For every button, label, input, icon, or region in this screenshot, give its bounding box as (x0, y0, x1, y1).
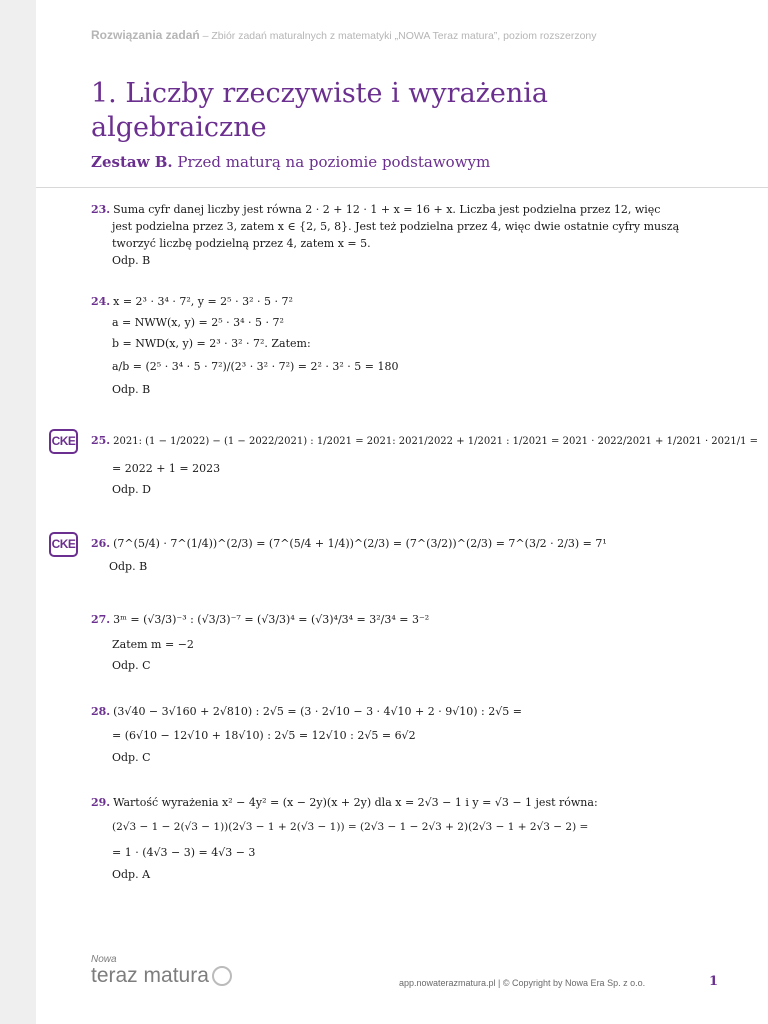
task-23 (91, 201, 680, 269)
task-text: Suma cyfr danej liczby jest równa 2 · 2 + 12 · 1 + x = 16 + x. Liczba jest podzielna przez 12, więc (113, 203, 661, 216)
page-number: 1 (709, 974, 719, 989)
logo-big-text: teraz matura (91, 964, 209, 987)
task-number: 26. (91, 537, 111, 550)
task-line: = (6√10 − 12√10 + 18√10) : 2√5 = 12√10 : 2√5 = 6√2 (112, 729, 416, 742)
task-number: 27. (91, 613, 111, 626)
task-answer: Odp. A (112, 868, 151, 881)
task-number: 23. (91, 203, 111, 216)
set-name: Przed maturą na poziomie podstawowym (172, 153, 491, 171)
running-header (91, 28, 597, 42)
task-line (91, 432, 759, 450)
task-line (91, 794, 651, 811)
task-line (91, 201, 661, 218)
task-text: (3√40 − 3√160 + 2√810) : 2√5 = (3 · 2√10 − 3 · 4√10 + 2 · 9√10) : 2√5 = (113, 705, 522, 718)
task-line: tworzyć liczbę podzielną przez 4, zatem x = 5. (112, 237, 371, 250)
task-line: jest podzielna przez 3, zatem x ∈ {2, 5, 8}. Jest też podzielna przez 4, więc dwie ostatnie cyfry muszą (112, 220, 680, 233)
set-label: Zestaw B. (91, 153, 173, 171)
task-number: 29. (91, 796, 111, 809)
cke-badge: CKE (49, 532, 78, 557)
task-line: = 1 · (4√3 − 3) = 4√3 − 3 (112, 846, 256, 859)
cke-badge: CKE (49, 429, 78, 454)
task-line (91, 535, 651, 552)
task-26 (91, 535, 651, 575)
task-25 (91, 432, 759, 498)
task-24 (91, 293, 651, 398)
task-number: 25. (91, 434, 111, 447)
task-number: 24. (91, 295, 111, 308)
task-27 (91, 611, 651, 674)
task-answer: Odp. B (112, 254, 151, 267)
lightbulb-icon (212, 966, 232, 986)
task-text: 3ᵐ = (√3/3)⁻³ : (√3/3)⁻⁷ = (√3/3)⁴ = (√3)⁴/3⁴ = 3²/3⁴ = 3⁻² (113, 613, 430, 626)
logo-small-text: Nowa (91, 954, 117, 965)
logo-wordmark (91, 965, 232, 987)
task-line: a/b = (2⁵ · 3⁴ · 5 · 7²)/(2³ · 3² · 7²) = 2² · 3² · 5 = 180 (112, 360, 399, 373)
document-page (36, 0, 768, 1024)
task-answer: Odp. B (112, 383, 151, 396)
task-answer: Odp. C (112, 751, 151, 764)
task-text: 2021: (1 − 1/2022) − (1 − 2022/2021) : 1/2021 = 2021: 2021/2022 + 1/2021 : 1/2021 = 2021 · 2022/2021 + 1/2021 · 2021/1 = (113, 436, 759, 447)
task-line: a = NWW(x, y) = 2⁵ · 3⁴ · 5 · 7² (112, 316, 284, 329)
task-28 (91, 703, 651, 766)
header-source: – Zbiór zadań maturalnych z matematyki „NOWA Teraz matura”, poziom rozszerzony (199, 30, 597, 42)
task-line (91, 293, 651, 310)
task-line: (2√3 − 1 − 2(√3 − 1))(2√3 − 1 + 2(√3 − 1)) = (2√3 − 1 − 2√3 + 2)(2√3 − 1 + 2√3 − 2) = (112, 821, 589, 833)
task-line: b = NWD(x, y) = 2³ · 3² · 7². Zatem: (112, 337, 311, 350)
task-line: = 2022 + 1 = 2023 (112, 462, 221, 475)
header-section: Rozwiązania zadań (91, 28, 200, 42)
set-subtitle (91, 153, 490, 171)
brand-logo (91, 955, 232, 987)
task-line (91, 703, 651, 720)
task-answer: Odp. C (112, 659, 151, 672)
task-text: x = 2³ · 3⁴ · 7², y = 2⁵ · 3² · 5 · 7² (113, 295, 293, 308)
task-text: Wartość wyrażenia x² − 4y² = (x − 2y)(x + 2y) dla x = 2√3 − 1 i y = √3 − 1 jest równa: (113, 796, 598, 809)
task-line (91, 611, 651, 628)
chapter-title: 1. Liczby rzeczywiste i wyrażenia algebraiczne (91, 78, 549, 143)
task-text: (7^(5/4) · 7^(1/4))^(2/3) = (7^(5/4 + 1/4))^(2/3) = (7^(3/2))^(2/3) = 7^(3/2 · 2/3) = 7¹ (113, 537, 607, 550)
task-line: Zatem m = −2 (112, 638, 194, 651)
task-29 (91, 794, 651, 883)
header-divider (36, 187, 768, 188)
task-answer: Odp. D (112, 483, 151, 496)
task-answer: Odp. B (109, 560, 148, 573)
task-number: 28. (91, 705, 111, 718)
footer-copyright: app.nowaterazmatura.pl | © Copyright by Nowa Era Sp. z o.o. (399, 978, 646, 988)
